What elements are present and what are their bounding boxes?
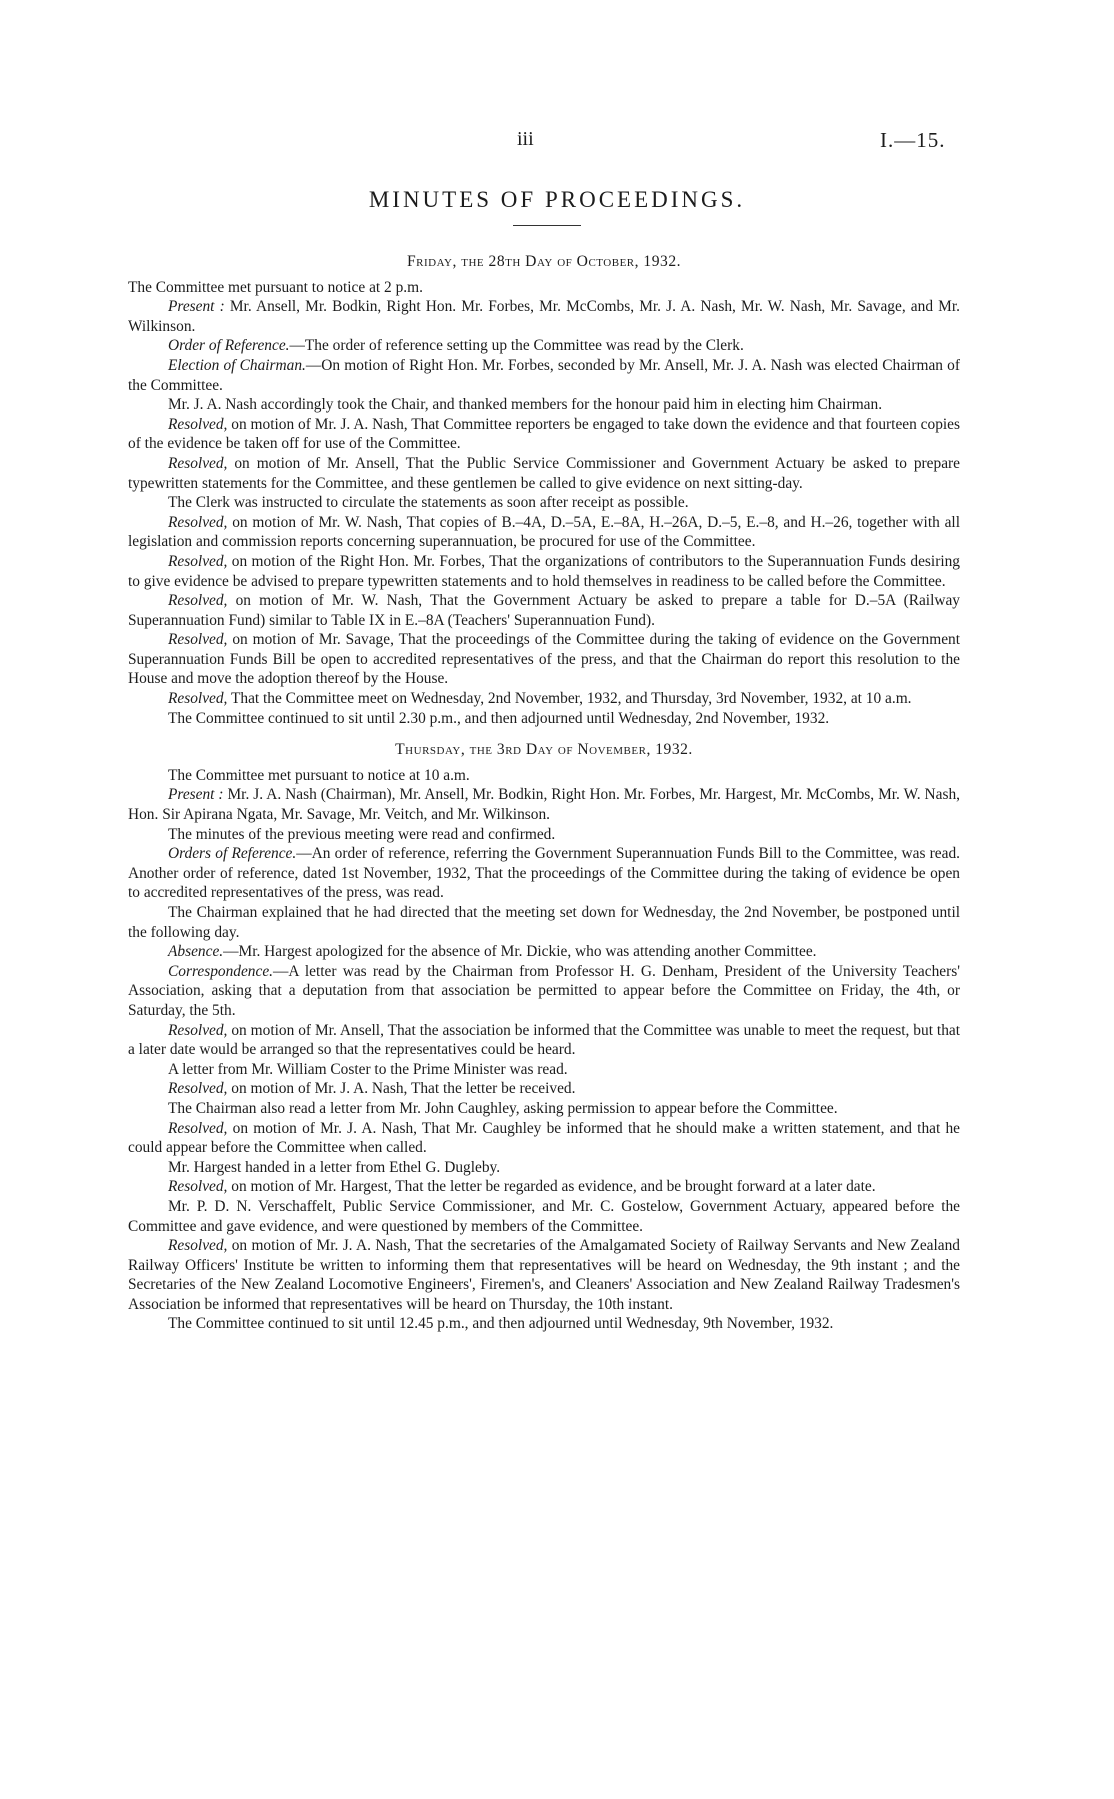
minute-paragraph xyxy=(128,1177,960,1197)
paragraph-label: Election of Chairman. xyxy=(168,356,306,374)
paragraph-text: —The order of reference setting up the Committee was read by the Clerk. xyxy=(289,337,744,355)
paragraph-text: Mr. Ansell, Mr. Bodkin, Right Hon. Mr. Forbes, Mr. McCombs, Mr. J. A. Nash, Mr. W. Nash, Mr. Savage, and Mr. Wilkinson. xyxy=(128,298,960,335)
minute-paragraph xyxy=(128,709,960,729)
minute-paragraph xyxy=(128,493,960,513)
minute-paragraph xyxy=(128,942,960,962)
paragraph-label: Resolved, xyxy=(168,552,228,570)
minute-paragraph xyxy=(128,1060,960,1080)
paragraph-label: Resolved, xyxy=(168,1237,228,1255)
minute-paragraph xyxy=(128,278,960,298)
minute-paragraph xyxy=(128,297,960,336)
minute-paragraph xyxy=(128,1079,960,1099)
paragraph-text: on motion of Mr. W. Nash, That copies of B.–4A, D.–5A, E.–8A, H.–26A, D.–5, E.–8, and H.–26, together with all legislation and commission reports concerning superannuation, be procured for use of the Committee. xyxy=(128,513,960,551)
paragraph-text: on motion of Mr. Ansell, That the association be informed that the Committee was unable to meet the request, but that a later date would be arranged so that the representatives could be heard. xyxy=(128,1021,960,1059)
paragraph-label: Resolved, xyxy=(168,631,228,649)
paragraph-text: The Clerk was instructed to circulate the statements as soon after receipt as possible. xyxy=(168,494,689,512)
paragraph-text: on motion of Mr. J. A. Nash, That Committee reporters be engaged to take down the evidence and that fourteen copies of the evidence be taken off for use of the Committee. xyxy=(128,415,960,453)
paragraph-text: on motion of Mr. Hargest, That the letter be regarded as evidence, and be brought forward at a later date. xyxy=(227,1178,876,1196)
paragraph-text: on motion of Mr. Ansell, That the Public Service Commissioner and Government Actuary be asked to prepare typewritten statements for the Committee, and these gentlemen be called to give evidence on next sitting-day. xyxy=(128,454,960,492)
minute-paragraph xyxy=(128,1119,960,1158)
paragraph-label: Absence. xyxy=(168,943,224,961)
paragraph-label: Resolved, xyxy=(168,1021,228,1039)
paragraph-text: The minutes of the previous meeting were read and confirmed. xyxy=(168,825,556,843)
paragraph-label: Resolved, xyxy=(168,690,228,708)
paragraph-text: A letter from Mr. William Coster to the Prime Minister was read. xyxy=(168,1060,568,1078)
minute-paragraph xyxy=(128,1314,960,1334)
paragraph-label: Present : xyxy=(168,298,225,316)
minute-paragraph xyxy=(128,689,960,709)
minute-paragraph xyxy=(128,1158,960,1178)
minute-paragraph xyxy=(128,630,960,689)
paragraph-text: on motion of Mr. J. A. Nash, That Mr. Caughley be informed that he should make a written statement, and that he could appear before the Committee when called. xyxy=(128,1119,960,1157)
paragraph-text: The Committee continued to sit until 12.45 p.m., and then adjourned until Wednesday, 9th November, 1932. xyxy=(168,1315,834,1333)
paragraph-label: Resolved, xyxy=(168,1119,228,1137)
paragraph-text: Mr. P. D. N. Verschaffelt, Public Service Commissioner, and Mr. C. Gostelow, Government Actuary, appeared before the Committee and gave evidence, and were questioned by members of the Committee. xyxy=(128,1197,960,1235)
paragraph-label: Resolved, xyxy=(168,454,228,472)
minute-paragraph xyxy=(128,415,960,454)
paragraph-label: Correspondence. xyxy=(168,962,274,980)
paragraph-label: Resolved, xyxy=(168,592,228,610)
minute-paragraph xyxy=(128,395,960,415)
paragraph-text: The Chairman explained that he had directed that the meeting set down for Wednesday, the 2nd November, be postponed until the following day. xyxy=(128,904,960,941)
minute-paragraph xyxy=(128,336,960,356)
paragraph-text: Mr. J. A. Nash accordingly took the Chair, and thanked members for the honour paid him in electing him Chairman. xyxy=(168,396,883,414)
minute-paragraph xyxy=(128,1236,960,1314)
minute-paragraph xyxy=(128,903,960,942)
paragraph-text: The Committee met pursuant to notice at 10 a.m. xyxy=(168,766,470,784)
paragraph-label: Resolved, xyxy=(168,1080,228,1098)
meeting-date-heading: Thursday, the 3rd Day of November, 1932. xyxy=(395,741,693,759)
paragraph-text: Mr. J. A. Nash (Chairman), Mr. Ansell, Mr. Bodkin, Right Hon. Mr. Forbes, Mr. Hargest, Mr. McCombs, Mr. W. Nash, Hon. Sir Apirana Ngata, Mr. Savage, Mr. Veitch, and Mr. Wilkinson. xyxy=(128,786,960,824)
page-header xyxy=(0,128,1114,158)
minute-paragraph xyxy=(128,825,960,845)
page-title: MINUTES OF PROCEEDINGS. xyxy=(368,187,746,212)
paragraph-text: The Committee continued to sit until 2.30 p.m., and then adjourned until Wednesday, 2nd November, 1932. xyxy=(168,709,830,727)
minute-paragraph xyxy=(128,513,960,552)
minute-paragraph xyxy=(128,356,960,395)
minute-paragraph xyxy=(128,766,960,786)
minute-paragraph xyxy=(128,454,960,493)
meeting-section xyxy=(128,740,960,1334)
minute-paragraph xyxy=(128,844,960,903)
paragraph-label: Order of Reference. xyxy=(168,337,290,355)
paragraph-text: —On motion of Right Hon. Mr. Forbes, seconded by Mr. Ansell, Mr. J. A. Nash was elected Chairman of the Committee. xyxy=(128,356,960,394)
paragraph-text: on motion of Mr. Savage, That the proceedings of the Committee during the taking of evidence on the Government Superannuation Funds Bill be open to accredited representatives of the press, and that the Chairman do report this resolution to the House and move the adoption thereof by the House. xyxy=(128,631,960,688)
paragraph-text: —An order of reference, referring the Government Superannuation Funds Bill to the Committee, was read. Another order of reference, dated 1st November, 1932, That the proceedings of the Committee during the taking of evidence be open to accredited representatives of the press, was read. xyxy=(128,845,961,902)
paragraph-label: Orders of Reference. xyxy=(168,845,297,863)
page-number: iii xyxy=(517,128,534,150)
paragraph-text: The Chairman also read a letter from Mr. John Caughley, asking permission to appear before the Committee. xyxy=(168,1099,838,1117)
paper-code: I.—15. xyxy=(880,128,946,152)
minute-paragraph xyxy=(128,1021,960,1060)
paragraph-text: on motion of Mr. J. A. Nash, That the letter be received. xyxy=(227,1080,576,1098)
minute-paragraph xyxy=(128,962,960,1021)
paragraph-label: Resolved, xyxy=(168,415,228,433)
title-rule xyxy=(513,225,581,226)
minute-paragraph xyxy=(128,785,960,824)
paragraph-text: on motion of Mr. J. A. Nash, That the secretaries of the Amalgamated Society of Railway Servants and New Zealand Railway Officers' Institute be written to informing them that representatives will be heard on Wednesday, the 9th instant ; and the Secretaries of the New Zealand Locomotive Engineers', Firemen's, and Cleaners' Association and New Zealand Railway Tradesmen's Association be informed that representatives will be heard on Thursday, the 10th instant. xyxy=(128,1237,960,1313)
paragraph-text: on motion of the Right Hon. Mr. Forbes, That the organizations of contributors to the Superannuation Funds desiring to give evidence be advised to prepare typewritten statements and to hold themselves in readiness to be called before the Committee. xyxy=(128,552,960,590)
paragraph-label: Present : xyxy=(168,786,224,804)
minutes-body xyxy=(128,252,960,1334)
paragraph-text: The Committee met pursuant to notice at 2 p.m. xyxy=(128,278,423,296)
minute-paragraph xyxy=(128,1099,960,1119)
paragraph-text: That the Committee meet on Wednesday, 2nd November, 1932, and Thursday, 3rd November, 1932, at 10 a.m. xyxy=(227,690,912,708)
paragraph-label: Resolved, xyxy=(168,1178,228,1196)
paragraph-text: —A letter was read by the Chairman from Professor H. G. Denham, President of the University Teachers' Association, asking that a deputation from that association be permitted to appear before the Committee on Friday, the 4th, or Saturday, the 5th. xyxy=(128,962,960,1019)
paragraph-label: Resolved, xyxy=(168,513,228,531)
paragraph-text: Mr. Hargest handed in a letter from Ethel G. Dugleby. xyxy=(168,1158,501,1176)
minute-paragraph xyxy=(128,1197,960,1236)
meeting-section xyxy=(128,252,960,728)
paragraph-text: —Mr. Hargest apologized for the absence of Mr. Dickie, who was attending another Committee. xyxy=(223,943,817,961)
minute-paragraph xyxy=(128,552,960,591)
meeting-date-heading: Friday, the 28th Day of October, 1932. xyxy=(406,253,682,270)
minute-paragraph xyxy=(128,591,960,630)
paragraph-text: on motion of Mr. W. Nash, That the Government Actuary be asked to prepare a table for D.–5A (Railway Superannuation Fund) similar to Table IX in E.–8A (Teachers' Superannuation Fund). xyxy=(128,592,960,629)
